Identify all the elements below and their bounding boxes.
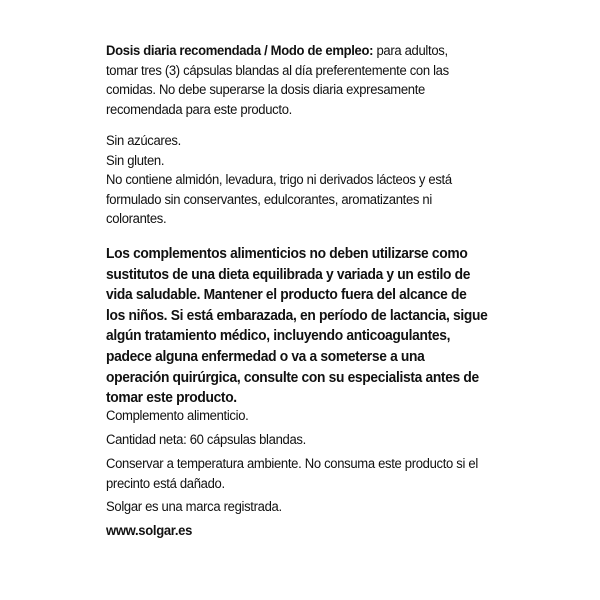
- net-quantity-text: Cantidad neta: 60 cápsulas blandas.: [106, 432, 306, 448]
- sugar-free-line: Sin azúcares.: [106, 133, 181, 149]
- dosage-section: [106, 42, 465, 120]
- warning-section: [106, 244, 488, 409]
- storage-section: [106, 455, 478, 494]
- warning-line: vida saludable. Mantener el producto fuera del alcance de: [106, 286, 467, 304]
- warning-line: padece alguna enfermedad o va a someterse a una: [106, 347, 425, 365]
- dosage-line: recomendada para este producto.: [106, 101, 292, 118]
- dosage-line: tomar tres (3) cápsulas blandas al día preferentemente con las: [106, 62, 449, 79]
- product-type: [106, 407, 465, 427]
- dosage-first-line: [106, 42, 465, 62]
- free-from-line: colorantes.: [106, 211, 167, 228]
- storage-line: Conservar a temperatura ambiente. No consuma este producto si el: [106, 456, 478, 472]
- dosage-text: para adultos,: [373, 43, 448, 59]
- warning-line: sustitutos de una dieta equilibrada y variada y un estilo de: [106, 265, 471, 283]
- warning-line: algún tratamiento médico, incluyendo anticoagulantes,: [106, 327, 451, 345]
- dosage-heading: Dosis diaria recomendada / Modo de empleo:: [106, 43, 374, 59]
- net-quantity: [106, 431, 465, 451]
- warning-line: tomar este producto.: [106, 389, 237, 407]
- gluten-free-line: Sin gluten.: [106, 152, 165, 169]
- warning-line: los niños. Si está embarazada, en período de lactancia, sigue: [106, 306, 488, 324]
- free-from-section: [106, 132, 465, 230]
- trademark-text: Solgar es una marca registrada.: [106, 499, 282, 515]
- free-from-line: No contiene almidón, levadura, trigo ni derivados lácteos y está: [106, 172, 452, 189]
- free-from-line: formulado sin conservantes, edulcorantes, aromatizantes ni: [106, 191, 432, 208]
- warning-line: Los complementos alimenticios no deben utilizarse como: [106, 245, 468, 262]
- dosage-line: comidas. No debe superarse la dosis diaria expresamente: [106, 82, 425, 99]
- website: [106, 522, 465, 542]
- product-type-text: Complemento alimenticio.: [106, 408, 249, 424]
- website-text: www.solgar.es: [106, 523, 193, 539]
- storage-line: precinto está dañado.: [106, 475, 225, 492]
- trademark-note: [106, 498, 465, 518]
- warning-line: operación quirúrgica, consulte con su especialista antes de: [106, 368, 479, 386]
